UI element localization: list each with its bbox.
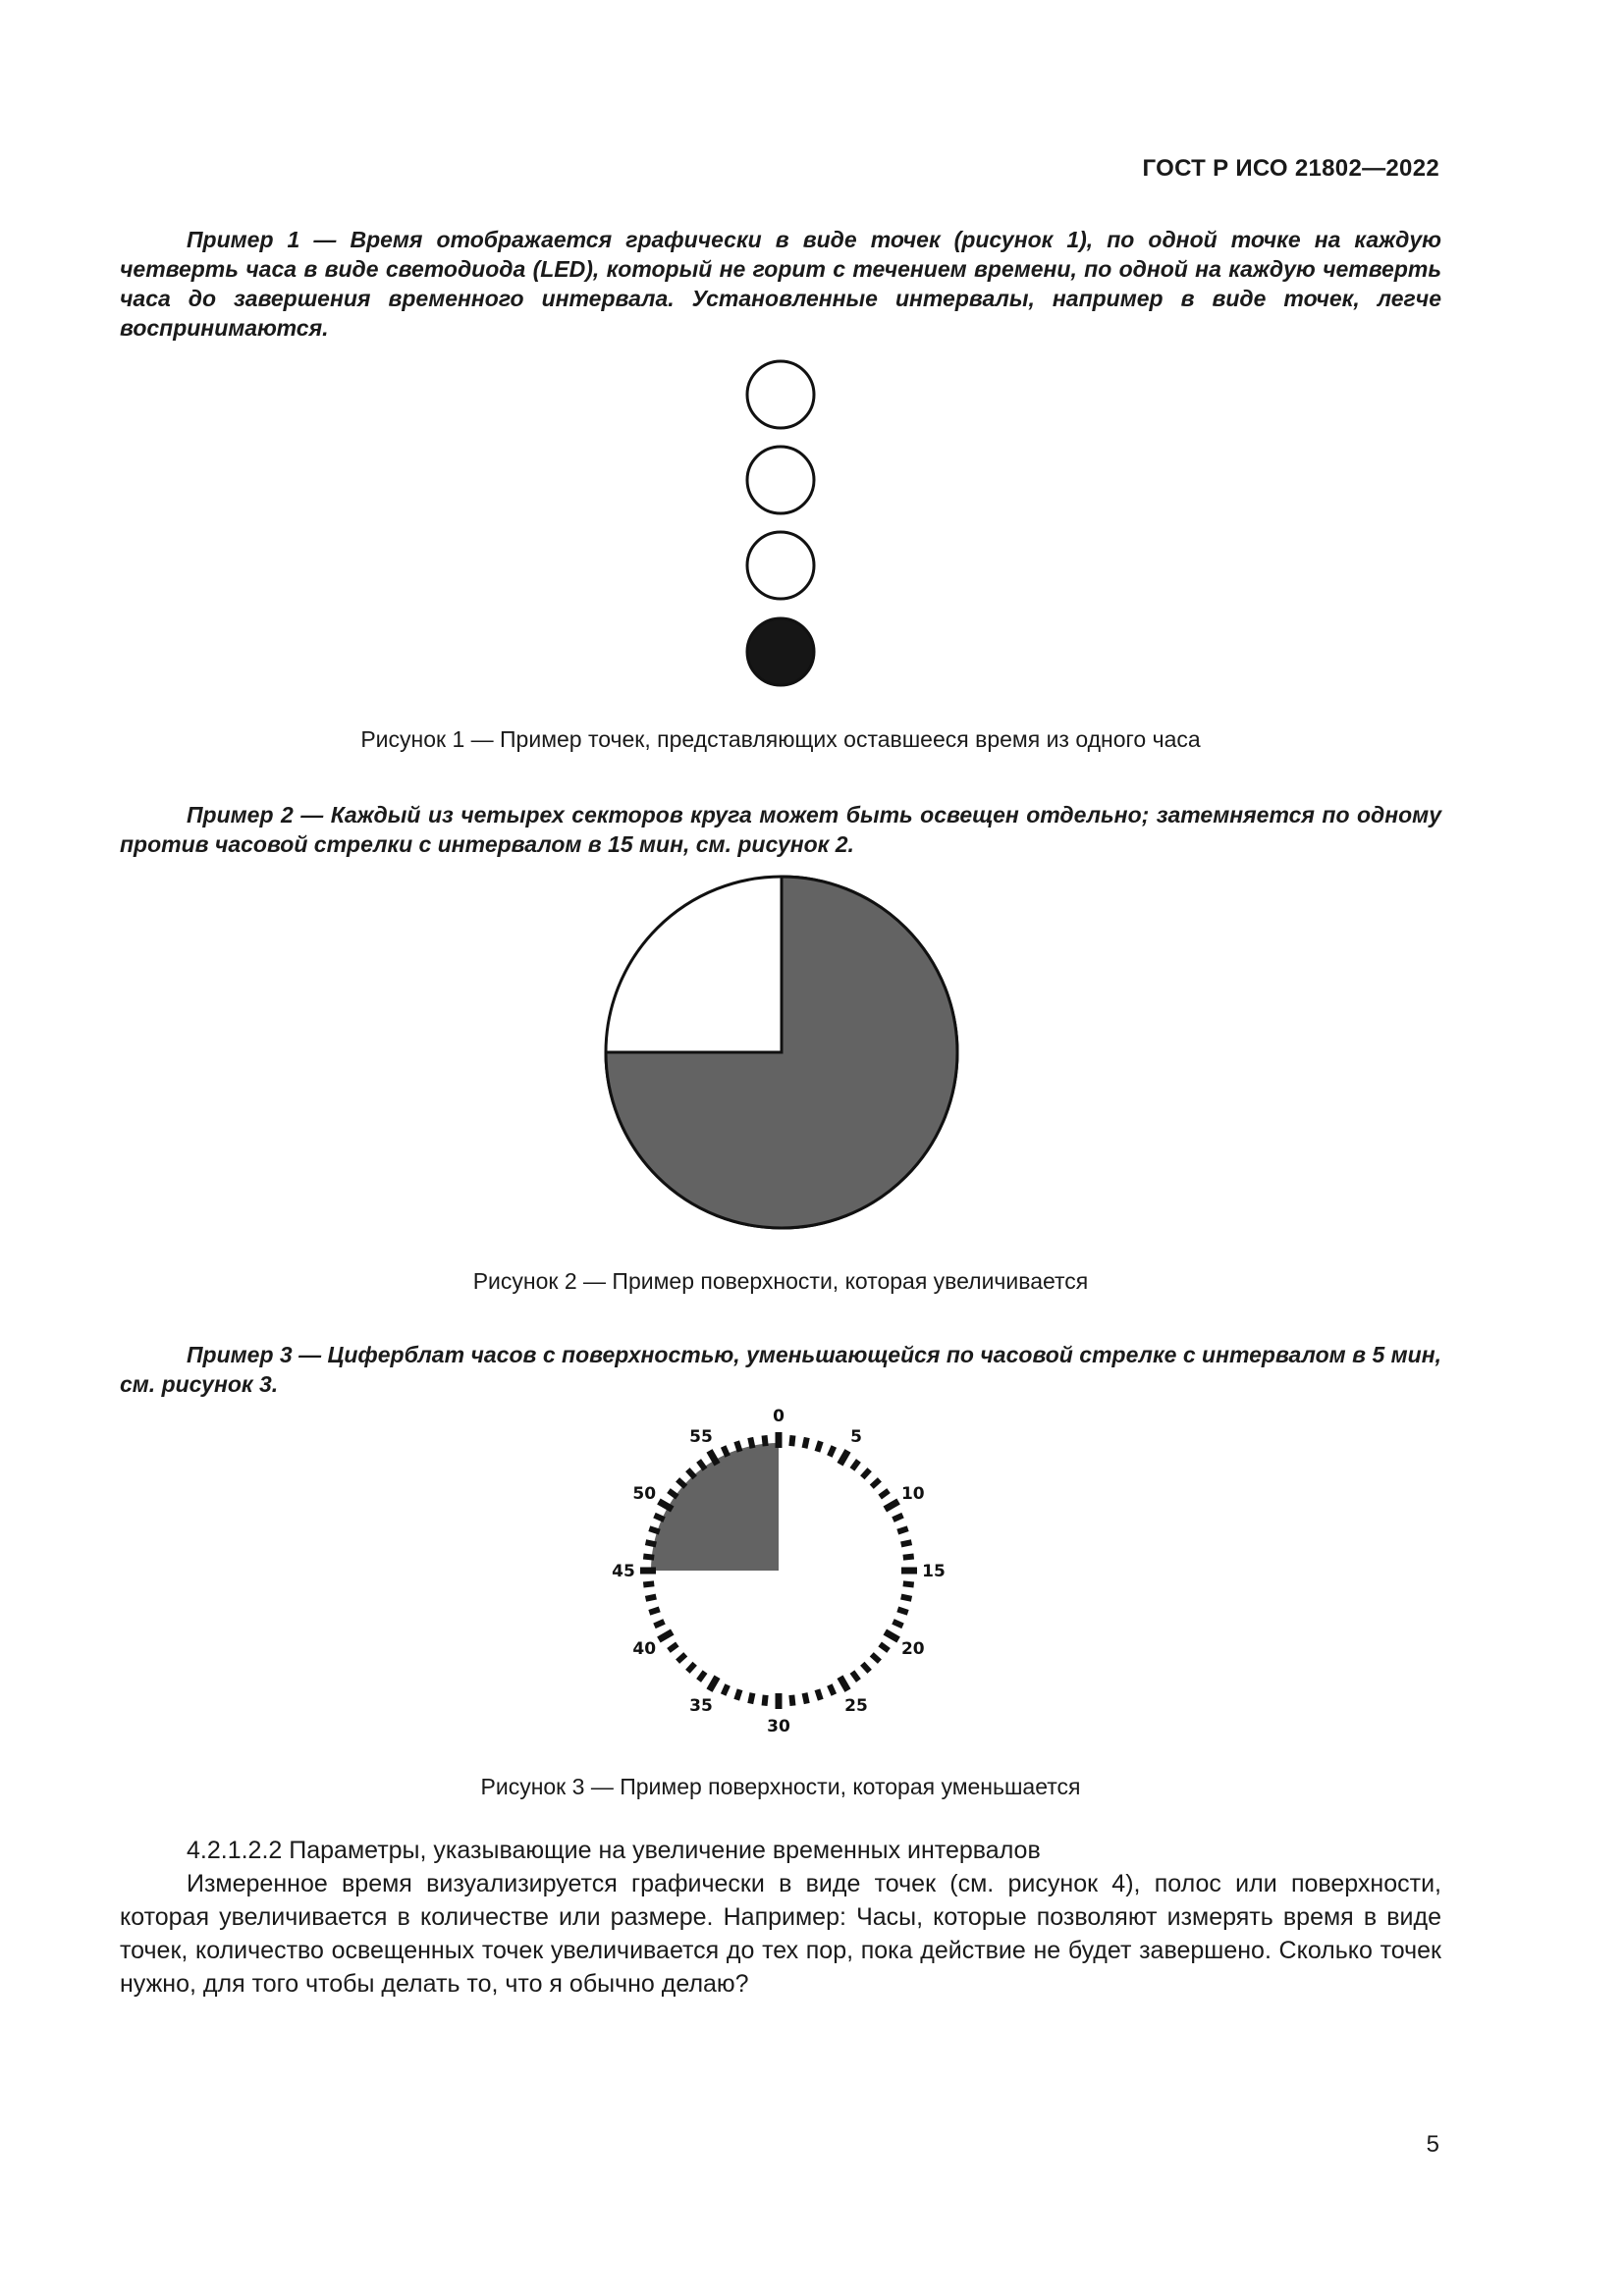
figure-3-caption: Рисунок 3 — Пример поверхности, которая уменьшается xyxy=(480,1774,1081,1799)
dial-minor-tick xyxy=(870,1652,882,1664)
example-1-text: Пример 1 — Время отображается графически в виде точек (рисунок 1), по одной точке на каждую четверть часа в виде светодиода (LED), который не горит с течением времени, по одной на каждую четверть часа до завершения временного интервала. Установленные интервалы, например в виде точек, легче воспринимаются. xyxy=(120,227,1441,341)
dial-major-tick xyxy=(706,1676,720,1692)
dial-minor-tick xyxy=(900,1539,912,1547)
dial-minor-tick xyxy=(648,1607,660,1616)
dial-label: 0 xyxy=(773,1407,785,1426)
dial-label: 5 xyxy=(850,1427,862,1448)
dial-label: 10 xyxy=(900,1484,925,1504)
figure-1-dots xyxy=(727,353,844,697)
dial-major-tick xyxy=(884,1498,900,1512)
dial-minor-tick xyxy=(870,1477,882,1489)
dial-minor-tick xyxy=(643,1580,655,1587)
dial-minor-tick xyxy=(827,1445,837,1457)
dial-minor-tick xyxy=(815,1440,824,1452)
figure-2-circle xyxy=(589,864,982,1237)
dial-minor-tick xyxy=(850,1459,861,1470)
document-code: ГОСТ Р ИСО 21802—2022 xyxy=(1142,155,1439,182)
page-number: 5 xyxy=(1426,2131,1439,2158)
dial-minor-tick xyxy=(815,1688,824,1700)
dial-minor-tick xyxy=(892,1619,903,1629)
dial-major-tick xyxy=(657,1498,674,1512)
dial-major-tick xyxy=(884,1629,900,1642)
figure-3-clock-dial xyxy=(589,1394,982,1747)
dial-label: 20 xyxy=(900,1639,925,1659)
dial-minor-tick xyxy=(896,1607,908,1616)
dial-minor-tick xyxy=(788,1694,795,1706)
dial-major-tick xyxy=(776,1693,783,1709)
dial-minor-tick xyxy=(827,1683,837,1695)
dial-minor-tick xyxy=(667,1642,678,1653)
dial-label: 30 xyxy=(767,1717,790,1736)
dial-minor-tick xyxy=(762,1694,769,1706)
dial-major-tick xyxy=(776,1432,783,1448)
dial-major-tick xyxy=(640,1568,656,1575)
dial-minor-tick xyxy=(747,1692,755,1704)
dial-minor-tick xyxy=(900,1594,912,1602)
dial-minor-tick xyxy=(896,1525,908,1534)
dial-major-tick xyxy=(837,1449,850,1466)
dial-minor-tick xyxy=(685,1662,697,1674)
dial-minor-tick xyxy=(802,1692,810,1704)
dial-minor-tick xyxy=(802,1437,810,1449)
dial-major-tick xyxy=(706,1449,720,1466)
dial-label: 25 xyxy=(844,1695,868,1716)
example-3-text: Пример 3 — Циферблат часов с поверхностью, уменьшающейся по часовой стрелке с интервалом в 5 мин, см. рисунок 3. xyxy=(120,1342,1441,1397)
section-title: Параметры, указывающие на увеличение временных интервалов xyxy=(289,1837,1041,1864)
dial-minor-tick xyxy=(902,1580,914,1587)
dial-minor-tick xyxy=(788,1435,795,1447)
figure-1-caption: Рисунок 1 — Пример точек, представляющих оставшееся время из одного часа xyxy=(360,726,1201,752)
dial-label: 50 xyxy=(632,1484,657,1504)
dial-label: 40 xyxy=(632,1639,657,1659)
dial-minor-tick xyxy=(653,1513,665,1522)
dial-minor-tick xyxy=(676,1652,687,1664)
dial-minor-tick xyxy=(721,1683,731,1695)
section-heading xyxy=(120,1834,1441,1867)
dial-minor-tick xyxy=(860,1662,872,1674)
dial-label: 35 xyxy=(689,1695,713,1716)
dial-minor-tick xyxy=(645,1594,657,1602)
dial-label: 15 xyxy=(922,1562,946,1581)
figure-1-dot xyxy=(747,361,814,428)
dial-minor-tick xyxy=(878,1642,890,1653)
dial-minor-tick xyxy=(878,1488,890,1499)
dial-minor-tick xyxy=(850,1670,861,1682)
dial-minor-tick xyxy=(653,1619,665,1629)
dial-major-tick xyxy=(657,1629,674,1642)
dial-minor-tick xyxy=(762,1435,769,1447)
figure-1-dot xyxy=(747,532,814,599)
example-2-text: Пример 2 — Каждый из четырех секторов круга может быть освещен отдельно; затемняется по одному против часовой стрелки с интервалом в 15 мин, см. рисунок 2. xyxy=(120,802,1441,857)
dial-minor-tick xyxy=(696,1670,707,1682)
dial-label: 55 xyxy=(689,1427,713,1448)
dial-major-tick xyxy=(837,1676,850,1692)
dial-major-tick xyxy=(901,1568,917,1575)
dial-minor-tick xyxy=(860,1468,872,1479)
dial-label: 45 xyxy=(612,1562,635,1581)
figure-1-dot xyxy=(747,447,814,513)
dial-minor-tick xyxy=(892,1513,903,1522)
dial-minor-tick xyxy=(721,1445,731,1457)
section-number: 4.2.1.2.2 xyxy=(187,1837,283,1864)
figure-1-dot xyxy=(747,618,814,685)
dial-minor-tick xyxy=(902,1554,914,1561)
dial-minor-tick xyxy=(733,1688,742,1700)
dial-minor-tick xyxy=(643,1554,655,1561)
figure-2-caption: Рисунок 2 — Пример поверхности, которая увеличивается xyxy=(472,1268,1089,1294)
body-paragraph: Измеренное время визуализируется графически в виде точек (см. рисунок 4), полос или поверхности, которая увеличивается в количестве или размере. Например: Часы, которые позволяют измерять время в виде точек, количество освещенных точек увеличивается до тех пор, пока действие не будет завершено. Сколько точек нужно, для того чтобы делать то, что я обычно делаю? xyxy=(120,1870,1441,1998)
